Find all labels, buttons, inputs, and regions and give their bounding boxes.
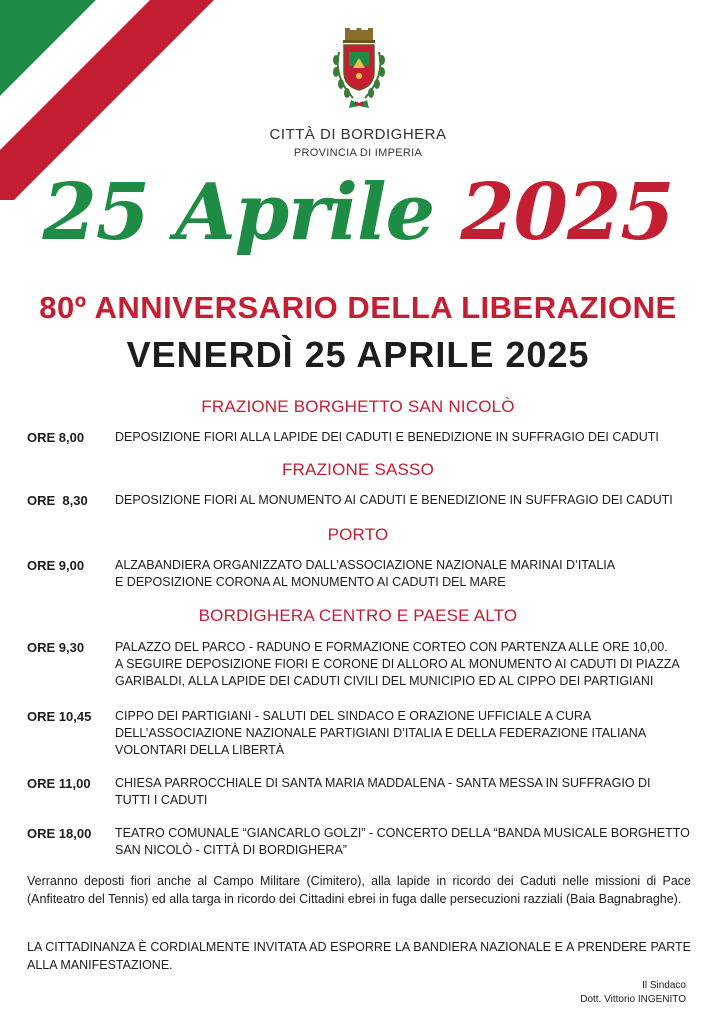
signer-name: Dott. Vittorio INGENITO [580,994,686,1005]
signer-role: Il Sindaco [642,980,686,991]
event-time: ORE 8,30 [27,493,88,508]
anniversary-heading: 80º ANNIVERSARIO DELLA LIBERAZIONE [39,290,677,325]
event-time: ORE 9,00 [27,558,85,573]
event-description: CIPPO DEI PARTIGIANI - SALUTI DEL SINDACO E ORAZIONE UFFICIALE A CURA DELL’ASSOCIAZIONE NAZIONALE PARTIGIANI D’ITALIA E DELLA FEDERAZIONE ITALIANA VOLONTARI DELLA LIBERTÀ [115,709,647,757]
city-coat-of-arms-icon [327,28,391,112]
event-description: CHIESA PARROCCHIALE DI SANTA MARIA MADDALENA - SANTA MESSA IN SUFFRAGIO DI TUTTI I CADUTI [115,776,651,807]
event-date: VENERDÌ 25 APRILE 2025 [126,334,590,375]
event-description: ALZABANDIERA ORGANIZZATO DALL’ASSOCIAZIONE NAZIONALE MARINAI D’ITALIA E DEPOSIZIONE CORONA AL MONUMENTO AI CADUTI DEL MARE [115,558,616,589]
province-name: PROVINCIA DI IMPERIA [293,147,423,159]
section-heading-borghetto: FRAZIONE BORGHETTO SAN NICOLÒ [201,397,515,416]
flowers-note: Verranno deposti fiori anche al Campo Militare (Cimitero), alla lapide in ricordo dei Caduti nelle missioni di Pace (Anfiteatro del Tennis) ed alla targa in ricordo dei Cittadini ebrei in fuga dalle persecuzioni razziali (Baia Bagnabraghe). [27,874,691,906]
event-description: DEPOSIZIONE FIORI ALLA LAPIDE DEI CADUTI E BENEDIZIONE IN SUFFRAGIO DEI CADUTI [115,430,659,444]
event-time: ORE 9,30 [27,640,85,655]
event-description: DEPOSIZIONE FIORI AL MONUMENTO AI CADUTI E BENEDIZIONE IN SUFFRAGIO DEI CADUTI [115,493,673,507]
event-description: TEATRO COMUNALE “GIANCARLO GOLZI” - CONCERTO DELLA “BANDA MUSICALE BORGHETTO SAN NICOLÒ - CITTÀ DI BORDIGHERA” [115,826,690,857]
section-heading-sasso: FRAZIONE SASSO [281,460,435,479]
title-date: 25 Aprile [42,167,435,258]
event-time: ORE 8,00 [27,430,85,445]
invitation-note: LA CITTADINANZA È CORDIALMENTE INVITATA AD ESPORRE LA BANDIERA NAZIONALE E A PRENDERE PARTE ALLA MANIFESTAZIONE. [27,940,691,972]
title-year: 2025 [460,167,674,258]
section-heading-centro: BORDIGHERA CENTRO E PAESE ALTO [198,606,518,625]
main-title [0,158,716,268]
section-heading-porto: PORTO [327,525,389,544]
event-time: ORE 10,45 [27,709,92,724]
event-description: PALAZZO DEL PARCO - RADUNO E FORMAZIONE CORTEO CON PARTENZA ALLE ORE 10,00. A SEGUIRE DEPOSIZIONE FIORI E CORONE DI ALLORO AL MONUMENTO AI CADUTI DI PIAZZA GARIBALDI, ALLA LAPIDE DEI CADUTI CIVILI DEL MUNICIPIO ED AL CIPPO DEI PARTIGIANI [115,640,680,688]
city-name: CITTÀ DI BORDIGHERA [269,126,447,143]
event-time: ORE 11,00 [27,776,91,791]
event-time: ORE 18,00 [27,826,92,841]
